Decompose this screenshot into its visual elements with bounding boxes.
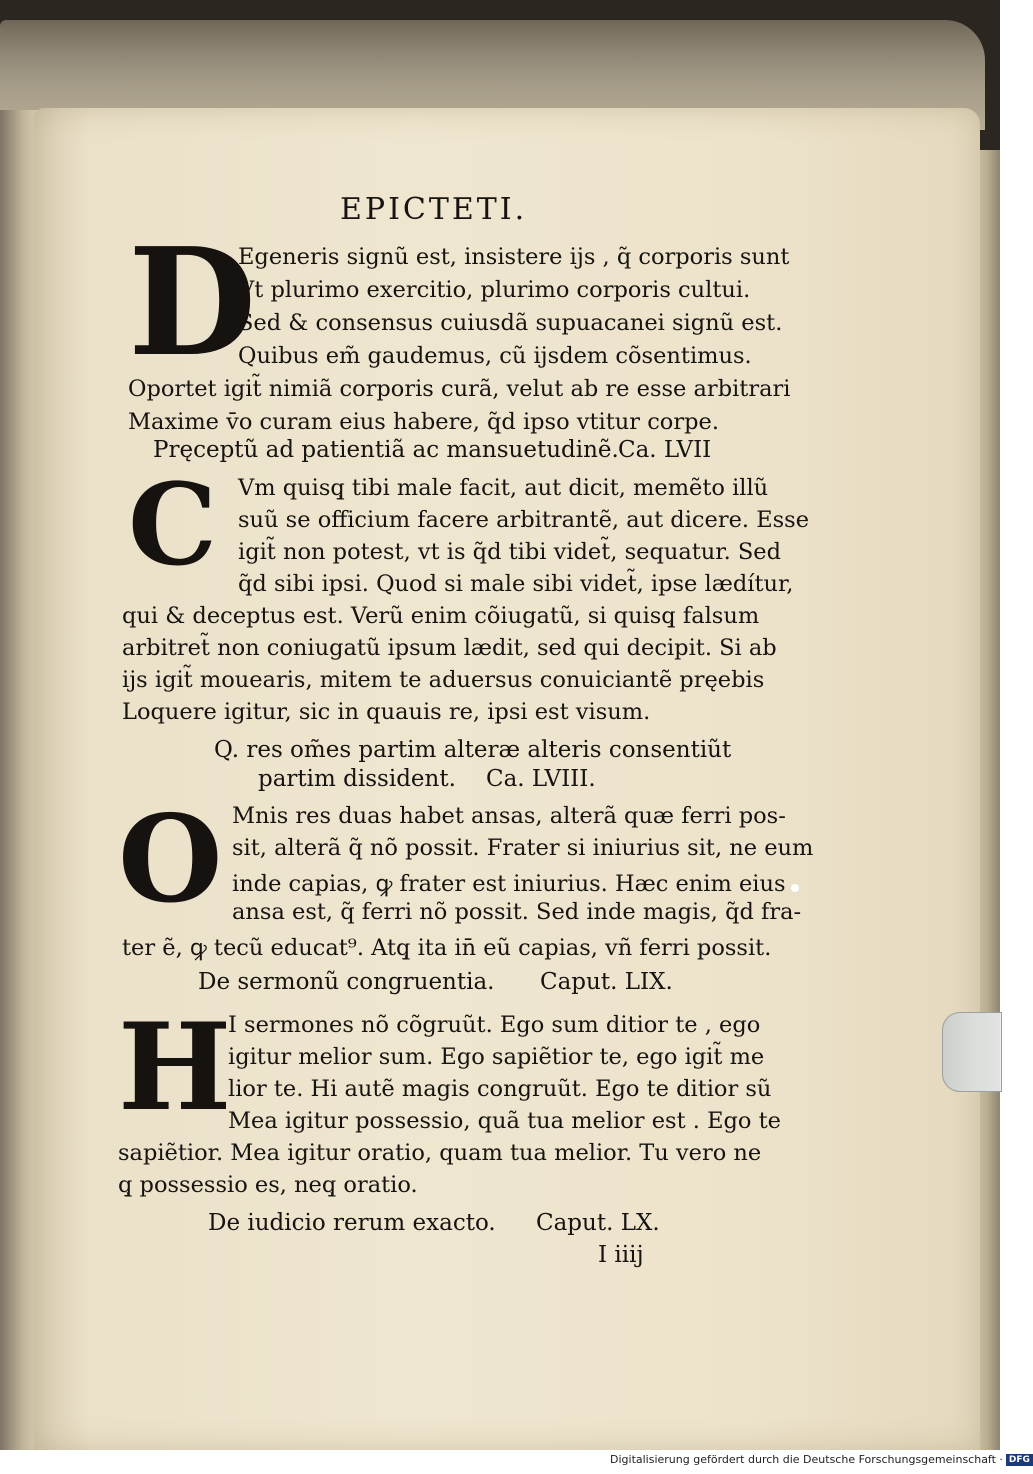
drop-cap-d: D xyxy=(128,215,257,389)
credit-text: Digitalisierung gefördert durch die Deutsche Forschungsgemeinschaft · xyxy=(610,1453,1003,1466)
text-line: Maxime v̄o curam eius habere, q̃d ipso vtitur corpe. xyxy=(128,409,719,435)
text-line: q̧ possessio es, neq̧ oratio. xyxy=(118,1172,418,1198)
text-line: Vt plurimo exercitio, plurimo corporis cultui. xyxy=(238,277,751,303)
text-line: arbitret̃ non coniugatũ ipsum lædit, sed qui decipit. Si ab xyxy=(122,635,777,661)
running-heading: EPICTETI. xyxy=(340,192,528,227)
text-line: I sermones nõ cõgruũt. Ego sum ditior te , ego xyxy=(228,1012,761,1038)
text-line: lior te. Hi autẽ magis congruũt. Ego te ditior sũ xyxy=(228,1076,772,1102)
page-clip xyxy=(942,1012,1002,1092)
text-line: inde capias, ꝙ frater est iniurius. Hæc enim eius xyxy=(232,871,786,897)
chapter-number: Ca. LVII xyxy=(618,437,712,463)
text-line: ansa est, q̃ ferri nõ possit. Sed inde magis, q̃d fra- xyxy=(232,899,802,925)
text-line: Vm quisq̧ tibi male facit, aut dicit, memẽto illũ xyxy=(238,475,769,501)
text-line: Mea igitur possessio, quã tua melior est . Ego te xyxy=(228,1108,781,1134)
chapter-title-cont: partim dissident. xyxy=(258,766,456,792)
paper-hole xyxy=(791,884,799,892)
digitization-credit xyxy=(610,1453,1033,1466)
text-line: Loquere igitur, sic in quauis re, ipsi est visum. xyxy=(122,699,651,725)
text-line: ijs igit̃ mouearis, mitem te aduersus conuiciantẽ pręebis xyxy=(122,667,765,693)
drop-cap-h: H xyxy=(118,997,232,1138)
chapter-title: Q. res om̃es partim alteræ alteris consentiũt xyxy=(214,737,732,763)
dfg-logo: DFG xyxy=(1006,1454,1033,1466)
text-line: q̃d sibi ipsi. Quod si male sibi videt̃, ipse lædítur, xyxy=(238,571,794,597)
text-line: ter ẽ, ꝙ tecũ educat⁹. Atq̧ ita in̄ eũ capias, vñ ferri possit. xyxy=(122,935,772,961)
drop-cap-c: C xyxy=(128,460,218,591)
text-line: sapiẽtior. Mea igitur oratio, quam tua melior. Tu vero ne xyxy=(118,1140,762,1166)
text-line: igit̃ non potest, vt is q̃d tibi videt̃, sequatur. Sed xyxy=(238,539,782,565)
text-line: qui & deceptus est. Verũ enim cõiugatũ, si quisq̧ falsum xyxy=(122,603,760,629)
chapter-title: De iudicio rerum exacto. xyxy=(208,1210,496,1236)
chapter-title: Pręceptũ ad patientiã ac mansuetudinẽ. xyxy=(153,437,619,463)
chapter-number: Ca. LVIII. xyxy=(486,766,596,792)
text-line: Quibus em̃ gaudemus, cũ ijsdem cõsentimus. xyxy=(238,343,752,369)
text-line: Mnis res duas habet ansas, alterã quæ ferri pos- xyxy=(232,803,786,829)
text-line: igitur melior sum. Ego sapiẽtior te, ego igit̃ me xyxy=(228,1044,765,1070)
chapter-number: Caput. LX. xyxy=(536,1210,660,1236)
chapter-title: De sermonũ congruentia. xyxy=(198,969,495,995)
folio-signature: I iiij xyxy=(598,1242,644,1268)
text-line: Oportet igit̃ nimiã corporis curã, velut ab re esse arbitrari xyxy=(128,376,791,402)
text-line: suũ se officium facere arbitrantẽ, aut dicere. Esse xyxy=(238,507,810,533)
drop-cap-o: O xyxy=(118,789,223,930)
text-line: Sed & consensus cuiusdã supuacanei signũ est. xyxy=(238,310,783,336)
text-line: sit, alterã q̃ nõ possit. Frater si iniurius sit, ne eum xyxy=(232,835,814,861)
text-line: Egeneris signũ est, insistere ijs , q̃ corporis sunt xyxy=(238,244,790,270)
chapter-number: Caput. LIX. xyxy=(540,969,673,995)
